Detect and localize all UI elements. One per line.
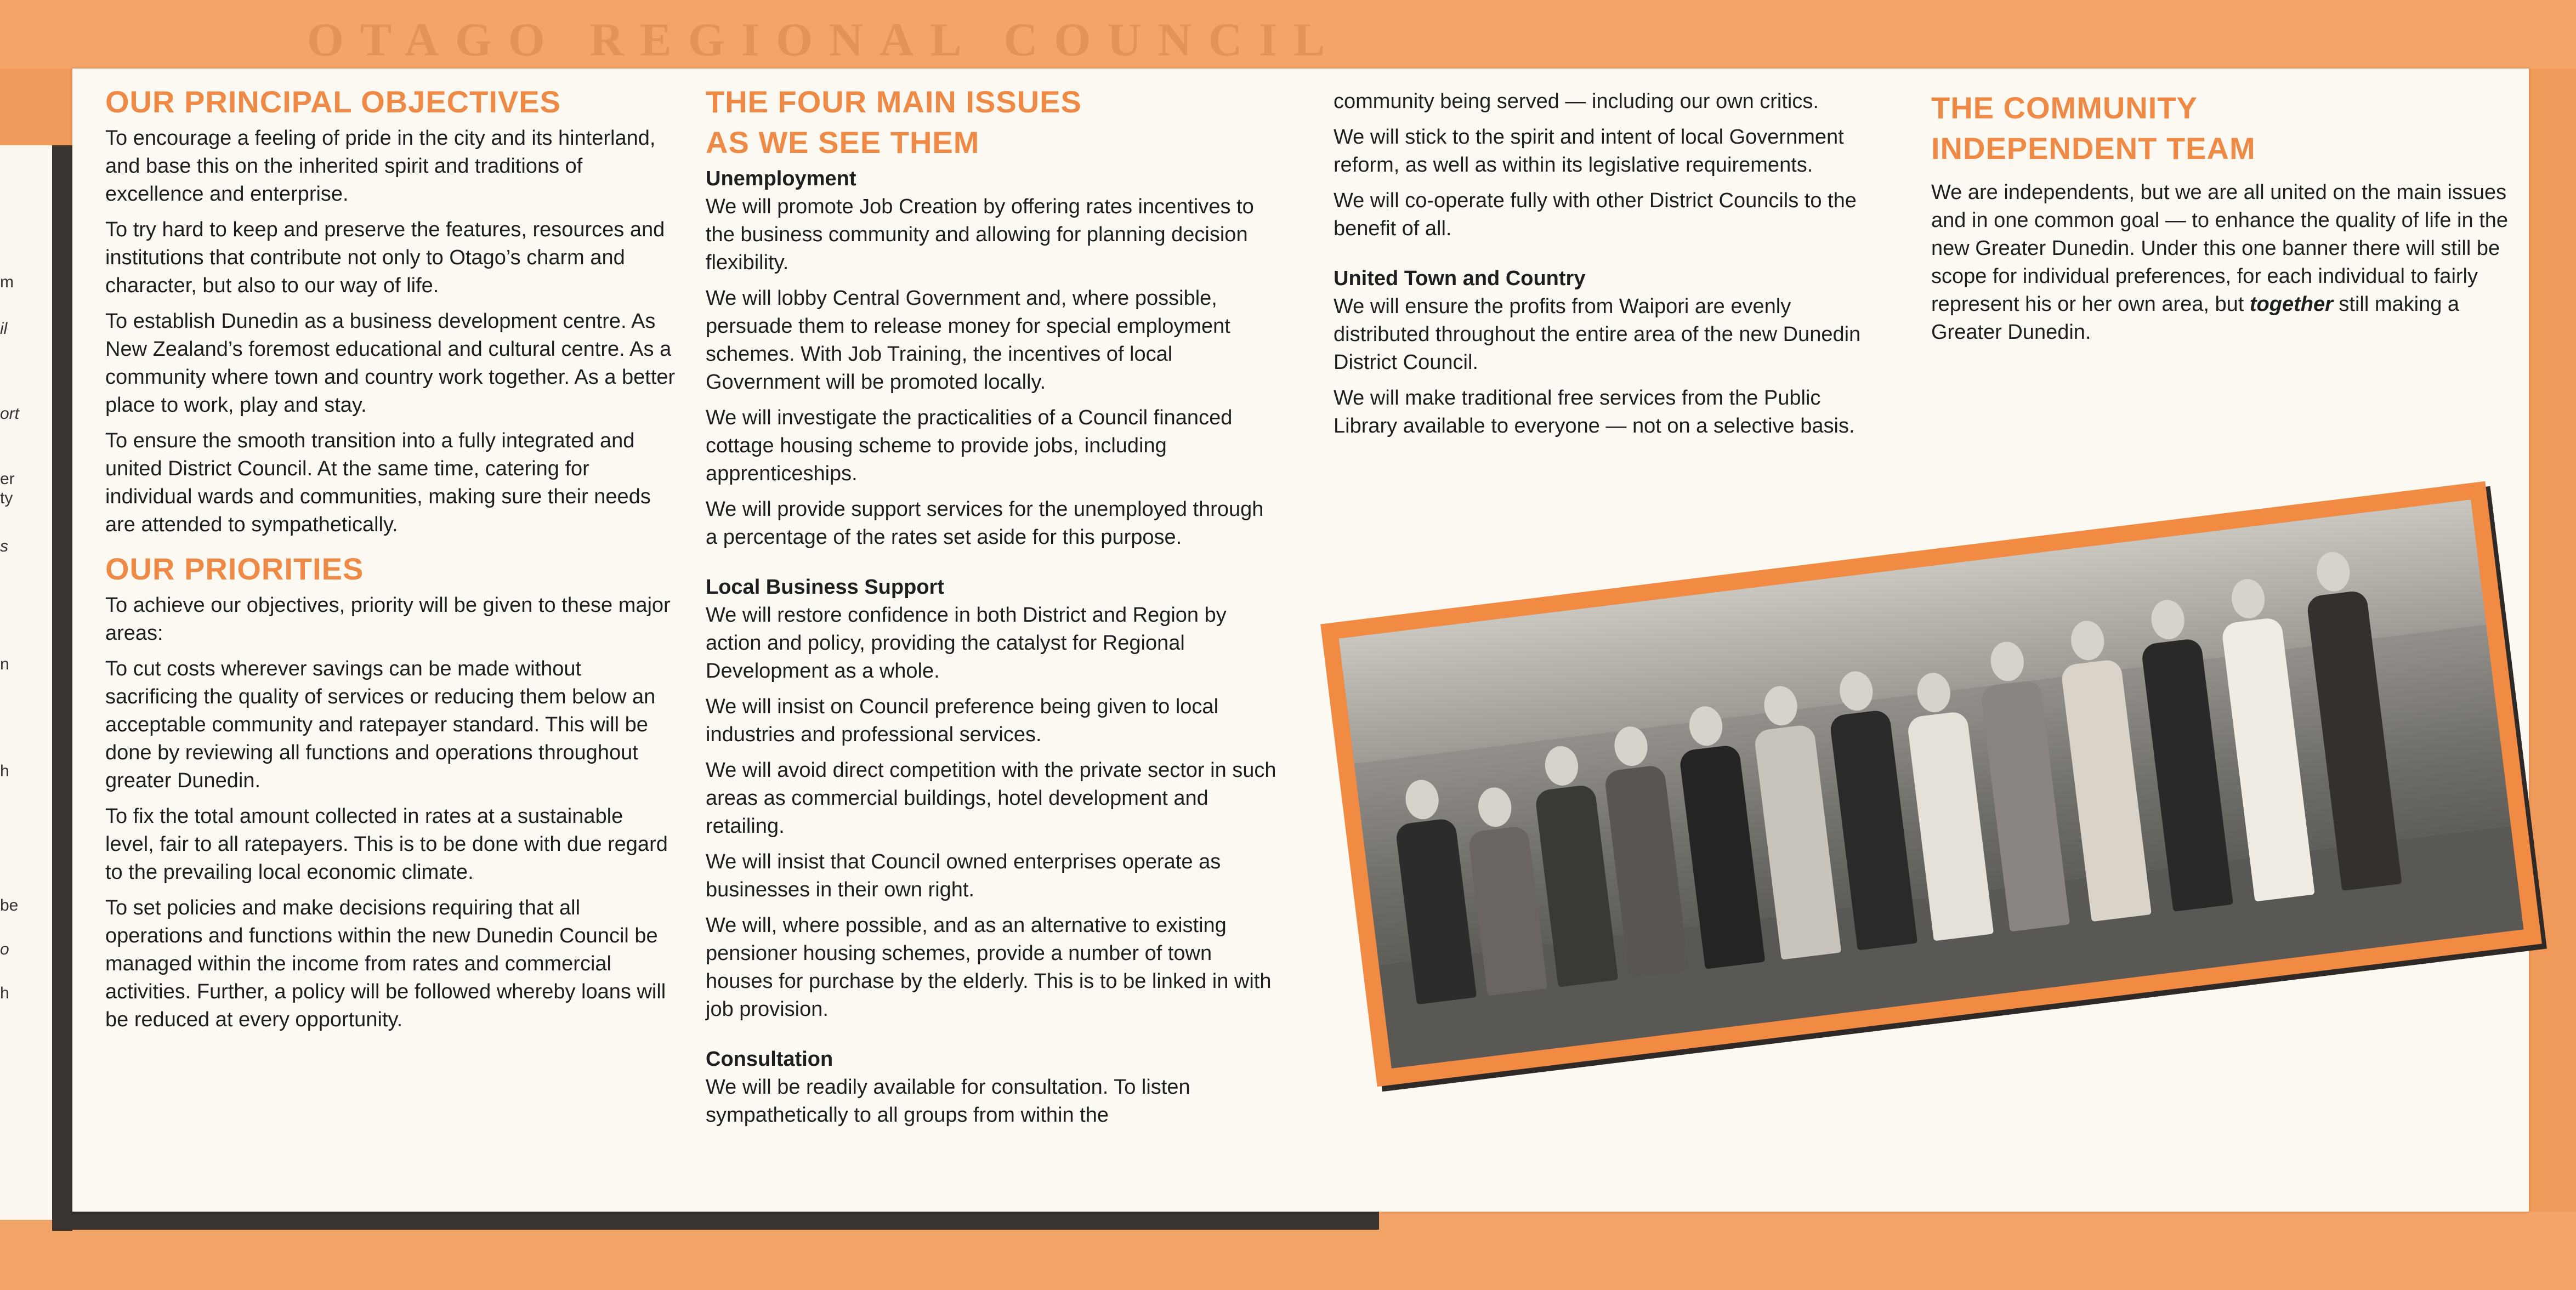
together-emphasis: together — [2249, 293, 2333, 316]
left-fragment: s — [0, 537, 8, 555]
issue-paragraph: We will provide support services for the unemployed through a percentage of the rates set aside for this purpose. — [706, 498, 1264, 549]
column-issues-continued — [1334, 88, 1882, 448]
issue-paragraph: We will investigate the practicalities of a Council financed cottage housing scheme to provide jobs, including apprenticeships. — [706, 406, 1233, 485]
heading-four-main-issues: THE FOUR MAIN ISSUES — [706, 84, 1082, 119]
priority-paragraph: To set policies and make decisions requiring that all operations and functions within the new Dunedin Council be managed within the income from rates and commercial activities. Further, a policy will be followed whereby loans will be reduced at every opportunity. — [105, 896, 666, 1031]
left-fragment: il — [0, 320, 8, 338]
priority-paragraph: To cut costs wherever savings can be made without sacrificing the quality of services or reducing them below an acceptable community and ratepayer standard. This will be done by reviewing all functions and operations throughout greater Dunedin. — [105, 657, 656, 792]
priority-paragraph: To fix the total amount collected in rates at a sustainable level, fair to all ratepayers. This is to be done with due regard to the prevailing local economic climate. — [105, 805, 668, 884]
objective-paragraph: To establish Dunedin as a business development centre. As New Zealand’s foremost educational and cultural centre. As a community where town and country work together. As a better place to work, play and stay. — [105, 310, 676, 417]
issue-paragraph: We will restore confidence in both District and Region by action and policy, providing the catalyst for Regional Development as a whole. — [706, 604, 1227, 683]
issue-paragraph: We will insist on Council preference being given to local industries and professional services. — [706, 695, 1219, 746]
issue-paragraph: We will lobby Central Government and, where possible, persuade them to release money for special employment schemes. With Job Training, the incentives of local Government will be promoted locally. — [706, 287, 1230, 394]
team-paragraph — [1931, 179, 2523, 346]
issue-paragraph: We will ensure the profits from Waipori are evenly distributed throughout the entire area of the new Dunedin District Council. — [1334, 295, 1861, 374]
subhead-unemployment: Unemployment — [706, 167, 856, 190]
left-fragment: be — [0, 896, 19, 914]
left-fragment: ty — [0, 489, 13, 507]
photo-person — [1975, 638, 2070, 931]
objective-paragraph: To try hard to keep and preserve the features, resources and institutions that contribute not only to Otago’s charm and character, but also to our way of life. — [105, 218, 665, 297]
column-objectives — [105, 82, 676, 1042]
group-photo-frame — [1320, 481, 2542, 1087]
heading-the-community: THE COMMUNITY — [1931, 90, 2198, 125]
issue-paragraph: We will make traditional free services from the Public Library available to everyone — not on a selective basis. — [1334, 387, 1855, 437]
heading-as-we-see-them: AS WE SEE THEM — [706, 125, 980, 160]
group-photo — [1339, 499, 2524, 1069]
photo-person — [1824, 668, 1917, 951]
issue-paragraph: We will stick to the spirit and intent of local Government reform, as well as within its legislative requirements. — [1334, 126, 1844, 177]
objective-paragraph: To ensure the smooth transition into a fully integrated and united District Council. At the same time, catering for individual wards and communities, making sure their needs are attended to sympathetically. — [105, 429, 651, 536]
left-fragment: m — [0, 273, 14, 291]
brochure-page — [72, 69, 2529, 1212]
bottom-shadow — [52, 1209, 1379, 1230]
priority-paragraph: To achieve our objectives, priority will be given to these major areas: — [105, 594, 671, 645]
issue-paragraph: We will co-operate fully with other District Councils to the benefit of all. — [1334, 189, 1857, 240]
background-title-showthrough: OTAGO REGIONAL COUNCIL — [307, 13, 1342, 64]
heading-independent-team: INDEPENDENT TEAM — [1931, 131, 2256, 166]
issue-paragraph: We will, where possible, and as an alternative to existing pensioner housing schemes, provide a number of town houses for purchase by the elderly. This is to be linked in with job provision. — [706, 914, 1272, 1021]
subhead-local-business-support: Local Business Support — [706, 576, 944, 599]
team-text: We are independents, but we are all united on the main issues and in one common goal — to enhance the quality of life in the new Greater Dunedin. Under this one banner there will still be scope for individual preferences, for each individual to fairly represent his or her own area, but — [1931, 181, 2509, 316]
subhead-united-town-and-country: United Town and Country — [1334, 267, 1586, 290]
left-fragment: h — [0, 984, 9, 1002]
left-page-strip — [0, 145, 52, 1220]
left-fragment: n — [0, 655, 9, 673]
column-community-team — [1931, 88, 2523, 354]
issue-paragraph: We will avoid direct competition with the private sector in such areas as commercial buildings, hotel development and retailing. — [706, 759, 1276, 838]
heading-our-priorities: OUR PRIORITIES — [105, 552, 364, 586]
column-four-issues — [706, 82, 1279, 1137]
left-fragment: o — [0, 940, 9, 958]
heading-principal-objectives: OUR PRINCIPAL OBJECTIVES — [105, 84, 561, 119]
subhead-consultation: Consultation — [706, 1048, 833, 1071]
objective-paragraph: To encourage a feeling of pride in the city and its hinterland, and base this on the inherited spirit and traditions of excellence and enterprise. — [105, 127, 656, 206]
left-fragment: ort — [0, 405, 20, 423]
issue-paragraph: We will promote Job Creation by offering rates incentives to the business community and allowing for planning decision flexibility. — [706, 195, 1254, 274]
issue-paragraph: We will be readily available for consultation. To listen sympathetically to all groups from within the — [706, 1076, 1190, 1127]
left-fragment: h — [0, 762, 9, 780]
left-fragment: er — [0, 470, 15, 488]
left-shadow — [52, 145, 72, 1231]
issue-paragraph: community being served — including our own critics. — [1334, 90, 1819, 113]
team-text: still making a Greater Dunedin. — [1931, 293, 2460, 344]
issue-paragraph: We will insist that Council owned enterprises operate as businesses in their own right. — [706, 850, 1221, 901]
